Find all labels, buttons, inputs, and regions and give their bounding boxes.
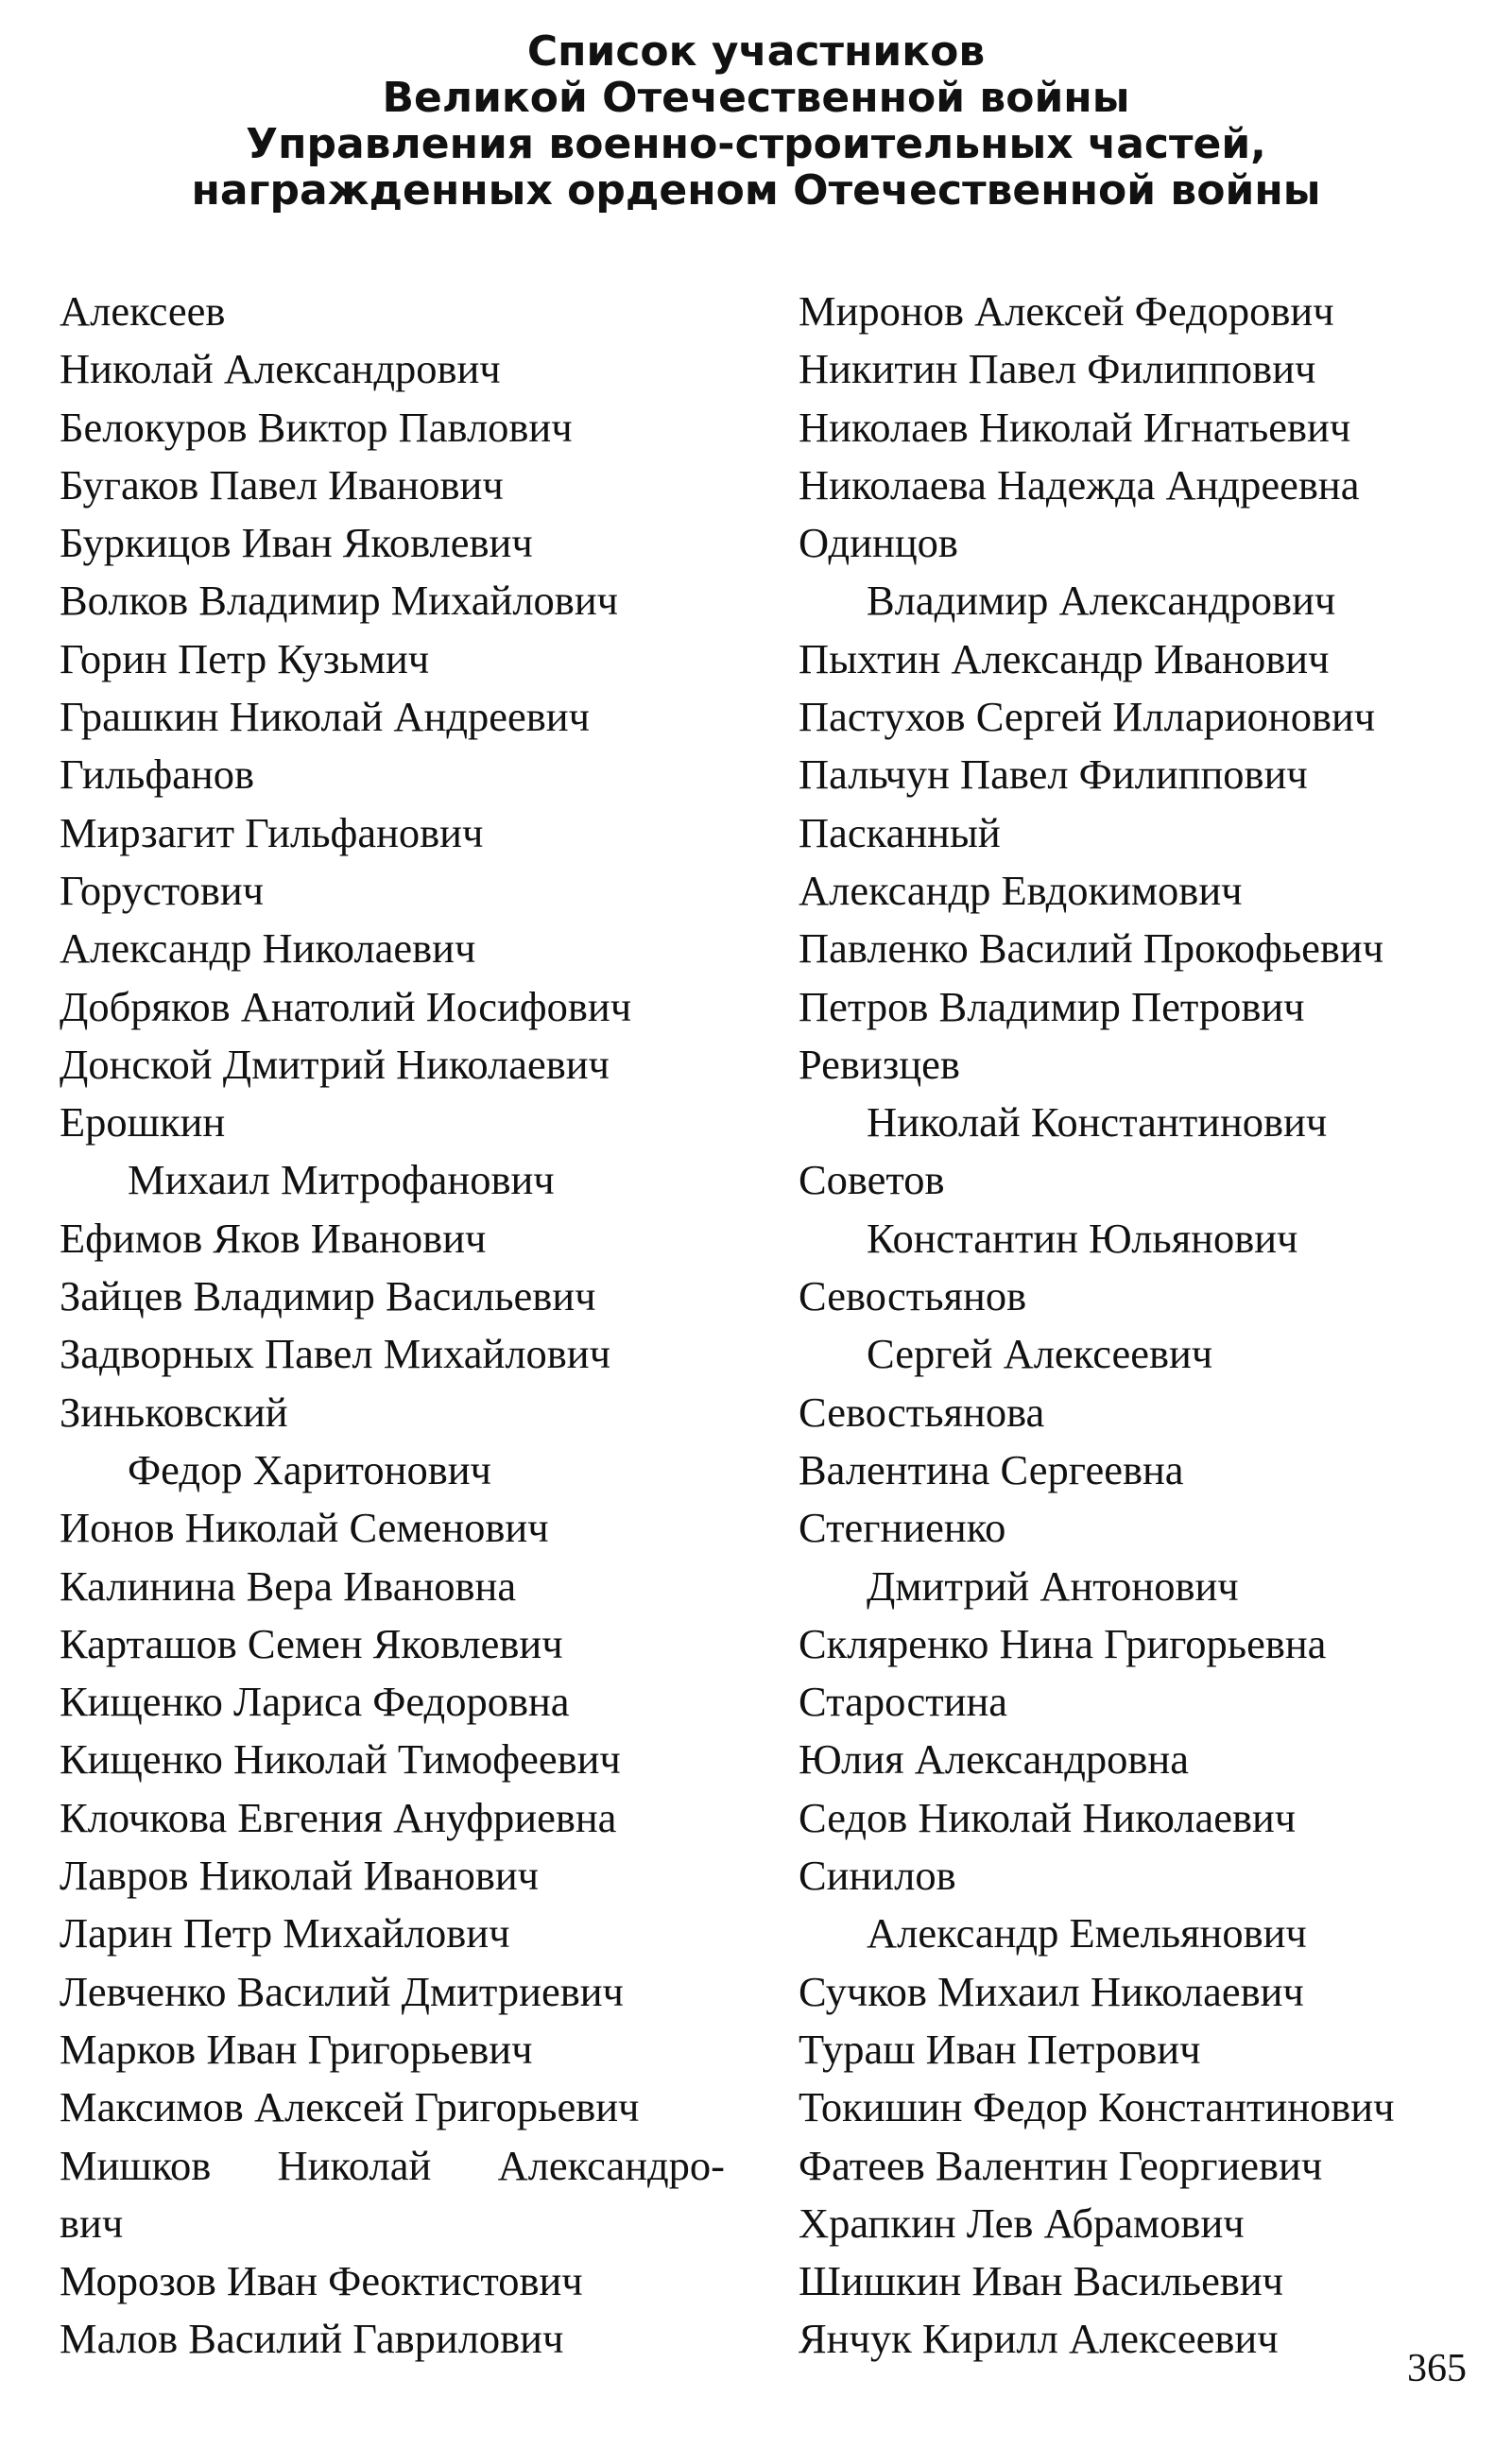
list-item: Бугаков Павел Иванович (60, 460, 504, 509)
page-number: 365 (1407, 2347, 1467, 2390)
page-title (0, 28, 1512, 214)
list-item-hyphenated: Мишков Николай Александро- (60, 2141, 725, 2189)
list-item: Грашкин Николай Андреевич (60, 693, 590, 741)
list-item: Шишкин Иван Васильевич (799, 2257, 1284, 2305)
list-item: Александр Николаевич (60, 924, 476, 973)
right-column-list (799, 283, 1479, 2369)
list-item: Буркицов Иван Яковлевич (60, 519, 533, 567)
list-item: Севостьянов (799, 1272, 1027, 1320)
list-item: Ионов Николай Семенович (60, 1504, 549, 1552)
list-item: Морозов Иван Феоктистович (60, 2257, 583, 2305)
list-item: Зиньковский (60, 1388, 288, 1436)
list-item: Николаев Николай Игнатьевич (799, 403, 1351, 451)
list-item: Стегниенко (799, 1504, 1006, 1552)
list-item-continuation: Михаил Митрофанович (128, 1156, 555, 1204)
list-item-continuation: Александр Емельянович (867, 1909, 1307, 1957)
list-item: Александр Евдокимович (799, 866, 1243, 914)
list-item: Марков Иван Григорьевич (60, 2025, 533, 2073)
list-item: Малов Василий Гаврилович (60, 2315, 564, 2363)
list-item: Храпкин Лев Абрамович (799, 2199, 1245, 2247)
list-item: Горустович (60, 866, 265, 914)
list-item: Ерошкин (60, 1098, 226, 1147)
list-item: Добряков Анатолий Иосифович (60, 982, 632, 1030)
list-item: Пастухов Сергей Илларионович (799, 693, 1376, 741)
list-item: Белокуров Виктор Павлович (60, 403, 573, 451)
list-item: Ефимов Яков Иванович (60, 1214, 487, 1262)
list-item: Юлия Александровна (799, 1735, 1189, 1784)
list-item: Карташов Семен Яковлевич (60, 1619, 563, 1667)
list-item: Донской Дмитрий Николаевич (60, 1040, 610, 1088)
list-item: Кищенко Лариса Федоровна (60, 1678, 570, 1726)
list-item: Петров Владимир Петрович (799, 982, 1305, 1030)
title-line-2: Великой Отечественной войны (382, 74, 1130, 122)
list-item: Синилов (799, 1852, 956, 1900)
list-item: Николаева Надежда Андреевна (799, 460, 1360, 509)
list-item: Янчук Кирилл Алексеевич (799, 2315, 1279, 2363)
list-item: Горин Петр Кузьмич (60, 634, 430, 682)
list-item: Никитин Павел Филиппович (799, 345, 1316, 393)
list-item: Зайцев Владимир Васильевич (60, 1272, 596, 1320)
list-item: Гильфанов (60, 750, 255, 799)
list-item-continuation: Федор Харитонович (128, 1445, 491, 1493)
title-line-4: награжденных орденом Отечественной войны (191, 166, 1321, 215)
list-item: Миронов Алексей Федорович (799, 287, 1334, 335)
list-item: Волков Владимир Михайлович (60, 577, 619, 625)
list-item: Тураш Иван Петрович (799, 2025, 1201, 2073)
list-item: Севостьянова (799, 1388, 1045, 1436)
list-item: Алексеев (60, 287, 226, 335)
title-line-3: Управления военно-строительных частей, (246, 120, 1266, 168)
list-item: Сучков Михаил Николаевич (799, 1967, 1304, 2015)
list-item: Пыхтин Александр Иванович (799, 634, 1330, 682)
list-item: Павленко Василий Прокофьевич (799, 924, 1384, 973)
list-item-continuation: Николай Константинович (867, 1098, 1328, 1147)
list-item: Задворных Павел Михайлович (60, 1330, 610, 1378)
list-item: Фатеев Валентин Георгиевич (799, 2141, 1323, 2189)
list-item: Пальчун Павел Филиппович (799, 750, 1308, 799)
list-item: Седов Николай Николаевич (799, 1793, 1297, 1841)
list-item: Советов (799, 1156, 945, 1204)
list-item: Максимов Алексей Григорьевич (60, 2083, 640, 2131)
list-item: Калинина Вера Ивановна (60, 1561, 517, 1610)
list-item: Пасканный (799, 808, 1001, 856)
list-item: Кищенко Николай Тимофеевич (60, 1735, 621, 1784)
list-item: Левченко Василий Дмитриевич (60, 1967, 624, 2015)
list-item: Ревизцев (799, 1040, 960, 1088)
title-line-1: Список участников (526, 27, 986, 76)
list-item: Ларин Петр Михайлович (60, 1909, 510, 1957)
list-item: Клочкова Евгения Ануфриевна (60, 1793, 617, 1841)
list-item-continuation: Константин Юльянович (867, 1214, 1298, 1262)
list-item-continuation: Владимир Александрович (867, 577, 1336, 625)
list-item-continuation: Сергей Алексеевич (867, 1330, 1213, 1378)
left-column-list (60, 283, 740, 2369)
list-item: Валентина Сергеевна (799, 1445, 1184, 1493)
list-item: Одинцов (799, 519, 958, 567)
list-item: Скляренко Нина Григорьевна (799, 1619, 1327, 1667)
list-item: Токишин Федор Константинович (799, 2083, 1395, 2131)
list-item: Старостина (799, 1678, 1008, 1726)
list-item-continuation: Дмитрий Антонович (867, 1561, 1239, 1610)
list-item: Николай Александрович (60, 345, 501, 393)
list-item: Мирзагит Гильфанович (60, 808, 484, 856)
list-item-continuation: вич (60, 2199, 124, 2247)
list-item: Лавров Николай Иванович (60, 1852, 540, 1900)
